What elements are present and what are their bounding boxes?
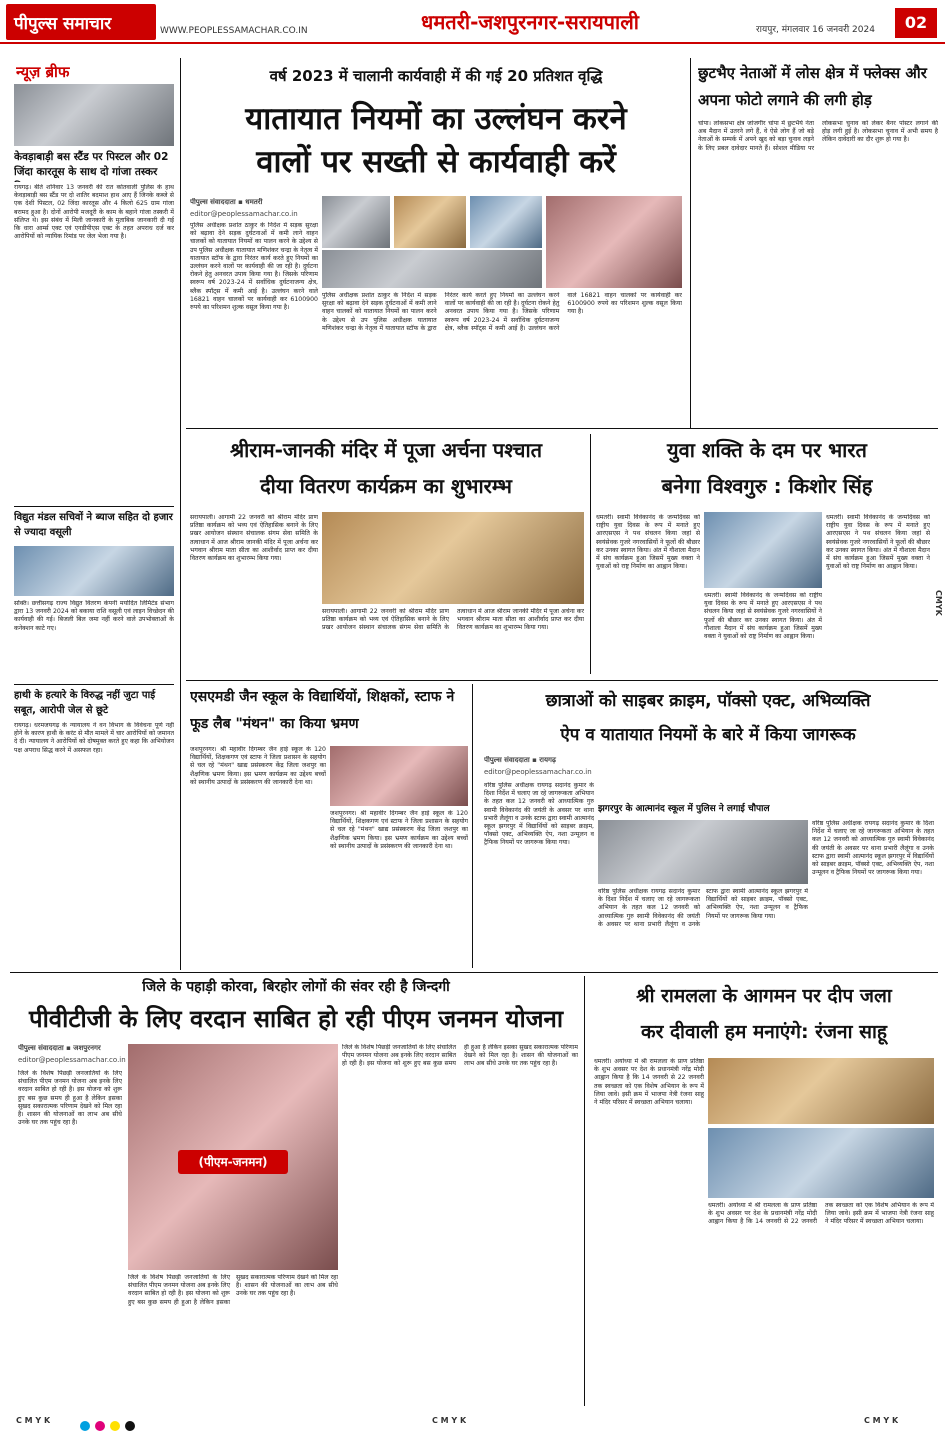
cmyk-label: C M Y K — [864, 1416, 899, 1425]
pvtg-body-continued: जिले के विशेष पिछड़ी जनजातियों के लिए संचालित पीएम जनमन योजना अब इनके लिए वरदान साबित हो रही है। इस योजना को शुरू हुए बस कुछ समय ही हुआ है लेकिन इसका सुखद सकारात्मक परिणाम देखने को मिल रहा है। शासन की योजनाओं का लाभ अब सीधे उनके घर तक पहुंच रहा है। — [128, 1274, 338, 1306]
politics-headline: छुटभैए नेताओं में लोस क्षेत्र में फ्लेक्स और अपना फोटो लगाने की लगी होड़ — [698, 64, 927, 109]
lead-byline: पीपुल्स संवाददाता ▪ धमतरी — [190, 198, 263, 206]
politics-body: चांपा। लोकसभा क्षेत्र जांजगीर चांपा में छुटभैये नेता अब मैदान में उतरने लगे हैं, वे ऐसे लोग हैं जो बड़े नेताओं के सम्पर्क में अपने खुद को बड़ा चुनाव लड़ने के लिए प्रबल दावेदार मानते हैं। सोशल मीडिया पर लोकसभा चुनाव को लेकर बैनर पोस्टर लगाने की होड़ लगी हुई है। लोकसभा चुनाव में अभी समय है लेकिन दावेदारी का दौर शुरू हो गया है। — [698, 120, 938, 152]
youth-body-column-3: धमतरी। स्वामी विवेकानंद के जन्मदिवस को राष्ट्रीय युवा दिवस के रूप में मनाते हुए आरएसएस ने पथ संचलन किया जहां से स्वयंसेवक गुजरे नगरवासियों ने फूलों की बौछार कर उनका स्वागत किया। अंत में गौशाला मैदान में संघ कार्यक्रम हुआ जिसमें मुख्य वक्ता ने युवाओं को राष्ट्र निर्माण का आह्वान किया। — [826, 514, 930, 571]
ramlala-photo-2 — [708, 1128, 934, 1198]
cyber-photo — [598, 820, 808, 884]
ram-photo — [322, 512, 584, 604]
ramlala-body-continued: धमतरी। अयोध्या में श्री रामलला के प्राण प्रतिष्ठा के शुभ अवसर पर देश के प्रधानमंत्री नरेंद्र मोदी आह्वान किया है कि 14 जनवरी से 22 जनवरी तक स्वच्छता को एक विशेष अभियान के रूप में लिया जावे। इसी क्रम में भाजपा नेत्री रंजना साहू ने मंदिर परिसर में स्वच्छता अभियान चलाया। — [708, 1202, 934, 1226]
youth-headline-line-1: युवा शक्ति के दम पर भारत — [667, 438, 867, 462]
cmyk-mark-right — [864, 1416, 898, 1425]
cmyk-dots-left — [80, 1416, 135, 1435]
cmyk-mark-side: CMYK — [934, 590, 943, 616]
ram-headline-line-1: श्रीराम-जानकी मंदिर में पूजा अर्चना पश्चात — [229, 438, 543, 462]
cyber-body: वरिष्ठ पुलिस अधीक्षक रायगढ़ सदानंद कुमार के दिशा निर्देश में चलाए जा रहे जागरूकता अभियान के तहत कल 12 जनवरी को आध्यात्मिक गुरु स्वामी विवेकानंद की जयंती के अवसर पर थाना प्रभारी लैलूंगा व उनके स्टाफ द्वारा स्वामी आत्मानंद स्कूल झगरपुर में विद्यार्थियों को साइबर क्राइम, पॉक्सो एक्ट, अभिव्यक्ति ऐप, नशा उन्मूलन व ट्रैफिक नियमों पर जागरूक किया गया। — [484, 782, 594, 847]
cyber-headline-line-2: ऐप व यातायात नियमों के बारे में किया जागरूक — [560, 725, 856, 745]
youth-body-continued: धमतरी। स्वामी विवेकानंद के जन्मदिवस को राष्ट्रीय युवा दिवस के रूप में मनाते हुए आरएसएस ने पथ संचलन किया जहां से स्वयंसेवक गुजरे नगरवासियों ने फूलों की बौछार कर उनका स्वागत किया। अंत में गौशाला मैदान में संघ कार्यक्रम हुआ जिसमें मुख्य वक्ता ने युवाओं को राष्ट्र निर्माण का आह्वान किया। — [704, 592, 822, 641]
pvtg-photo-caption: (पीएम-जनमन) — [178, 1150, 288, 1174]
youth-body: धमतरी। स्वामी विवेकानंद के जन्मदिवस को राष्ट्रीय युवा दिवस के रूप में मनाते हुए आरएसएस ने पथ संचलन किया जहां से स्वयंसेवक गुजरे नगरवासियों ने फूलों की बौछार कर उनका स्वागत किया। अंत में गौशाला मैदान में संघ कार्यक्रम हुआ जिसमें मुख्य वक्ता ने युवाओं को राष्ट्र निर्माण का आह्वान किया। — [596, 514, 700, 571]
magenta-dot — [95, 1421, 105, 1431]
cyber-body-continued: वरिष्ठ पुलिस अधीक्षक रायगढ़ सदानंद कुमार के दिशा निर्देश में चलाए जा रहे जागरूकता अभियान के तहत कल 12 जनवरी को आध्यात्मिक गुरु स्वामी विवेकानंद की जयंती के अवसर पर थाना प्रभारी लैलूंगा व उनके स्टाफ द्वारा स्वामी आत्मानंद स्कूल झगरपुर में विद्यार्थियों को साइबर क्राइम, पॉक्सो एक्ट, अभिव्यक्ति ऐप, नशा उन्मूलन व ट्रैफिक नियमों पर जागरूक किया गया। — [598, 888, 808, 928]
lead-headline-line-1: यातायात नियमों का उल्लंघन करने — [245, 101, 627, 137]
school-body-continued: जशपुरनगर। श्री महावीर दिगम्बर जैन हाई स्कूल के 120 विद्यार्थियों, शिक्षकगण एवं स्टाफ ने जिला प्रशासन के सहयोग से चल रहे "मंथन" खाद्य प्रसंस्करण केंद्र जिला जशपुर का शैक्षणिक भ्रमण किया। इस भ्रमण कार्यक्रम का उद्देश्य बच्चों को स्थानीय उत्पादों के प्रसंस्करण की जानकारी देना था। — [330, 810, 468, 850]
pvtg-byline: पीपुल्स संवाददाता ▪ जशपुरनगर — [18, 1044, 101, 1052]
lead-photo-2 — [394, 196, 466, 248]
divider — [14, 684, 174, 685]
youth-headline-line-2: बनेगा विश्वगुरु : किशोर सिंह — [661, 474, 873, 498]
lead-photo-1 — [322, 196, 390, 248]
column-rule — [584, 976, 585, 1406]
brief-1-headline: केवड़ाबाड़ी बस स्टैंड पर पिस्टल और 02 जिंदा कारतूस के साथ दो गांजा तस्कर — [14, 151, 169, 178]
ram-body-continued: सरायपाली। आगामी 22 जनवरी को श्रीराम मंदिर प्राण प्रतिष्ठा कार्यक्रम को भव्य एवं ऐतिहासिक बनाने के लिए प्रखर आयोजन संस्थान संचालक संगम सेवा समिति के तत्वाधान में आज श्रीराम जानकी मंदिर में पूजा अर्चना कर भगवान श्रीराम माता सीता का आशीर्वाद प्राप्त कर दीया वितरण कार्यक्रम का शुभारम्भ किया गया। — [322, 608, 584, 632]
brief-2-headline: विद्युत मंडल सचिवों ने ब्याज सहित दो हजार से ज्यादा वसूली — [14, 512, 173, 538]
ramlala-headline-line-2: कर दीवाली हम मनाएंगे: रंजना साहू — [640, 1021, 887, 1043]
page-number: 02 — [895, 8, 937, 38]
lead-email[interactable]: editor@peoplessamachar.co.in — [190, 210, 298, 218]
yellow-dot — [110, 1421, 120, 1431]
brief-photo-1 — [14, 84, 174, 146]
school-photo — [330, 746, 468, 806]
cmyk-mark-middle — [432, 1416, 466, 1425]
ram-headline-line-2: दीया वितरण कार्यक्रम का शुभारम्भ — [260, 474, 512, 498]
cyber-headline-line-1: छात्राओं को साइबर क्राइम, पॉक्सो एक्ट, अभिव्यक्ति — [545, 691, 871, 711]
section-rule — [186, 680, 938, 681]
news-brief-tag: न्यूज़ ब्रीफ — [16, 63, 70, 81]
cyber-subhead: झगरपुर के आत्मानंद स्कूल में पुलिस ने लगाई चौपाल — [598, 804, 770, 814]
school-body: जशपुरनगर। श्री महावीर दिगम्बर जैन हाई स्कूल के 120 विद्यार्थियों, शिक्षकगण एवं स्टाफ ने जिला प्रशासन के सहयोग से चल रहे "मंथन" खाद्य प्रसंस्करण केंद्र जिला जशपुर का शैक्षणिक भ्रमण किया। इस भ्रमण कार्यक्रम का उद्देश्य बच्चों को स्थानीय उत्पादों के प्रसंस्करण की जानकारी देना था। — [190, 746, 326, 786]
lead-photo-4 — [322, 250, 542, 288]
brief-2-body: सक्ति। छत्तीसगढ़ राज्य विद्युत वितरण कंपनी मर्यादित लिमिटेड संभाग द्वारा 13 जनवरी 2024 को बकाया राशि वसूली एवं लाइन विच्छेदन की कार्यवाही की गई। बिजली बिल जमा नहीं करने वाले उपभोक्ताओं के कनेक्शन काटे गए। — [14, 600, 174, 632]
ramlala-headline-line-1: श्री रामलला के आगमन पर दीप जला — [636, 985, 892, 1007]
lead-body: पुलिस अधीक्षक प्रशांत ठाकुर के निर्देश में सड़क सुरक्षा को बढ़ावा देने सड़क दुर्घटनाओं में कमी लाने वाहन चालकों को यातायात नियमों का पालन करने के उद्देश्य से उप पुलिस अधीक्षक यातायात मणिशंकर चन्द्रा के नेतृत्व में यातायात स्टॉफ के द्वारा निरंतर कार्य करते हुए नियमों का उल्लंघन करने वालों पर कार्यवाही की जा रही है। दुर्घटना रोकने हेतु अनवरत उपाय किया गया है। जिसके परिणाम स्वरूप वर्ष 2023-24 में सर्वाधिक दुर्घटनाजन्य क्षेत्र, ब्लैक स्पॉट्स में कमी आई है। उल्लंघन करने वाले 16821 वाहन चालकों पर कार्यवाही कर 6100900 रुपये का परिशमन शुल्क वसूल किया गया है। — [190, 222, 318, 312]
pvtg-headline: पीवीटीजी के लिए वरदान साबित हो रही पीएम जनमन योजना — [28, 1005, 564, 1033]
issue-date: रायपुर, मंगलवार 16 जनवरी 2024 — [756, 25, 875, 35]
column-rule — [180, 58, 181, 970]
pvtg-kicker: जिले के पहाड़ी कोरवा, बिरहोर लोगों की संवर रही है जिन्दगी — [142, 979, 450, 995]
school-headline: एसएमडी जैन स्कूल के विद्यार्थियों, शिक्षकों, स्टाफ ने फूड लैब "मंथन" का किया भ्रमण — [190, 689, 455, 732]
lead-photo-5 — [546, 196, 682, 288]
brief-3-body: रायगढ़। धरमजयगढ़ के न्यायालय ने वन विभाग के विवेचना पूर्ण नहीं होने के कारण हाथी के करंट से मौत मामले में चार आरोपियों को जमानत दे दी। न्यायालय ने आरोपियों को दोषमुक्त करते हुए कहा कि अभियोजन पक्ष अपराध सिद्ध करने में असफल रहा। — [14, 722, 174, 754]
pvtg-email[interactable]: editor@peoplessamachar.co.in — [18, 1056, 126, 1064]
lead-headline-line-2: वालों पर सख्ती से कार्यवाही करें — [256, 144, 616, 180]
brief-1-body: रायगढ़। बीते शनिवार 13 जनवरी की रात कोतवाली पुलिस के हाथ केवड़ाबाड़ी बस स्टैंड पर दो शातिर बदमाश हाथ आए हैं जिनके कब्जे से एक देशी पिस्टल, 02 जिंदा कारतूस और 4 किलो 625 ग्राम गांजा बरामद हुआ है। दोनों आरोपी मजदूरी के काम के बहाने गांजा तस्करी में संलिप्त थे। इस संबंध में मिली जानकारी के मुताबिक जानकारी दी गई कि धारा आर्म्स एक्ट एवं एनडीपीएस एक्ट के तहत अपराध दर्ज कर आरोपियों को न्यायिक रिमांड पर जेल भेजा गया है। — [14, 184, 174, 241]
column-rule — [690, 58, 691, 428]
brief-3-headline: हाथी के हत्यारे के विरुद्ध नहीं जुटा पाई सबूत, आरोपी जेल से छूटे — [14, 690, 156, 716]
lead-kicker: वर्ष 2023 में चालानी कार्यवाही में की गई 20 प्रतिशत वृद्धि — [269, 67, 603, 85]
cmyk-label: C M Y K — [16, 1416, 51, 1425]
cyber-body-column-4: वरिष्ठ पुलिस अधीक्षक रायगढ़ सदानंद कुमार के दिशा निर्देश में चलाए जा रहे जागरूकता अभियान के तहत कल 12 जनवरी को आध्यात्मिक गुरु स्वामी विवेकानंद की जयंती के अवसर पर थाना प्रभारी लैलूंगा व उनके स्टाफ द्वारा स्वामी आत्मानंद स्कूल झगरपुर में विद्यार्थियों को साइबर क्राइम, पॉक्सो एक्ट, अभिव्यक्ति ऐप, नशा उन्मूलन व ट्रैफिक नियमों पर जागरूक किया गया। — [812, 820, 934, 877]
ramlala-body: धमतरी। अयोध्या में श्री रामलला के प्राण प्रतिष्ठा के शुभ अवसर पर देश के प्रधानमंत्री नरेंद्र मोदी आह्वान किया है कि 14 जनवरी से 22 जनवरी तक स्वच्छता को एक विशेष अभियान के रूप में लिया जावे। इसी क्रम में भाजपा नेत्री रंजना साहू ने मंदिर परिसर में स्वच्छता अभियान चलाया। — [594, 1058, 704, 1107]
ramlala-photo-1 — [708, 1058, 934, 1124]
column-rule — [472, 684, 473, 968]
youth-photo — [704, 512, 822, 588]
brief-photo-2 — [14, 546, 174, 596]
lead-body-continued: पुलिस अधीक्षक प्रशांत ठाकुर के निर्देश में सड़क सुरक्षा को बढ़ावा देने सड़क दुर्घटनाओं में कमी लाने वाहन चालकों को यातायात नियमों का पालन करने के उद्देश्य से उप पुलिस अधीक्षक यातायात मणिशंकर चन्द्रा के नेतृत्व में यातायात स्टॉफ के द्वारा निरंतर कार्य करते हुए नियमों का उल्लंघन करने वालों पर कार्यवाही की जा रही है। दुर्घटना रोकने हेतु अनवरत उपाय किया गया है। जिसके परिणाम स्वरूप वर्ष 2023-24 में सर्वाधिक दुर्घटनाजन्य क्षेत्र, ब्लैक स्पॉट्स में कमी आई है। उल्लंघन करने वाले 16821 वाहन चालकों पर कार्यवाही कर 6100900 रुपये का परिशमन शुल्क वसूल किया गया है। — [322, 292, 682, 332]
pvtg-body: जिले के विशेष पिछड़ी जनजातियों के लिए संचालित पीएम जनमन योजना अब इनके लिए वरदान साबित हो रही है। इस योजना को शुरू हुए बस कुछ समय ही हुआ है लेकिन इसका सुखद सकारात्मक परिणाम देखने को मिल रहा है। शासन की योजनाओं का लाभ अब सीधे उनके घर तक पहुंच रहा है। — [18, 1070, 122, 1127]
cmyk-label: C M Y K — [432, 1416, 467, 1425]
site-url[interactable]: WWW.PEOPLESSAMACHAR.CO.IN — [160, 26, 308, 36]
edition-title: धमतरी-जशपुरनगर-सरायपाली — [421, 10, 639, 34]
divider — [14, 506, 174, 507]
section-rule — [10, 972, 938, 973]
cyber-byline: पीपुल्स संवाददाता ▪ रायगढ़ — [484, 756, 556, 764]
pvtg-body-columns: जिले के विशेष पिछड़ी जनजातियों के लिए संचालित पीएम जनमन योजना अब इनके लिए वरदान साबित हो रही है। इस योजना को शुरू हुए बस कुछ समय ही हुआ है लेकिन इसका सुखद सकारात्मक परिणाम देखने को मिल रहा है। शासन की योजनाओं का लाभ अब सीधे उनके घर तक पहुंच रहा है। — [342, 1044, 578, 1068]
section-rule — [186, 428, 938, 429]
ram-body: सरायपाली। आगामी 22 जनवरी को श्रीराम मंदिर प्राण प्रतिष्ठा कार्यक्रम को भव्य एवं ऐतिहासिक बनाने के लिए प्रखर आयोजन संस्थान संचालक संगम सेवा समिति के तत्वाधान में आज श्रीराम जानकी मंदिर में पूजा अर्चना कर भगवान श्रीराम माता सीता का आशीर्वाद प्राप्त कर दीया वितरण कार्यक्रम का शुभारम्भ किया गया। — [190, 514, 318, 563]
cyber-email[interactable]: editor@peoplessamachar.co.in — [484, 768, 592, 776]
masthead-logo: पीपुल्स समाचार — [6, 4, 156, 40]
cmyk-mark-left — [16, 1416, 50, 1425]
column-rule — [590, 434, 591, 674]
cyan-dot — [80, 1421, 90, 1431]
black-dot — [125, 1421, 135, 1431]
lead-photo-3 — [470, 196, 542, 248]
